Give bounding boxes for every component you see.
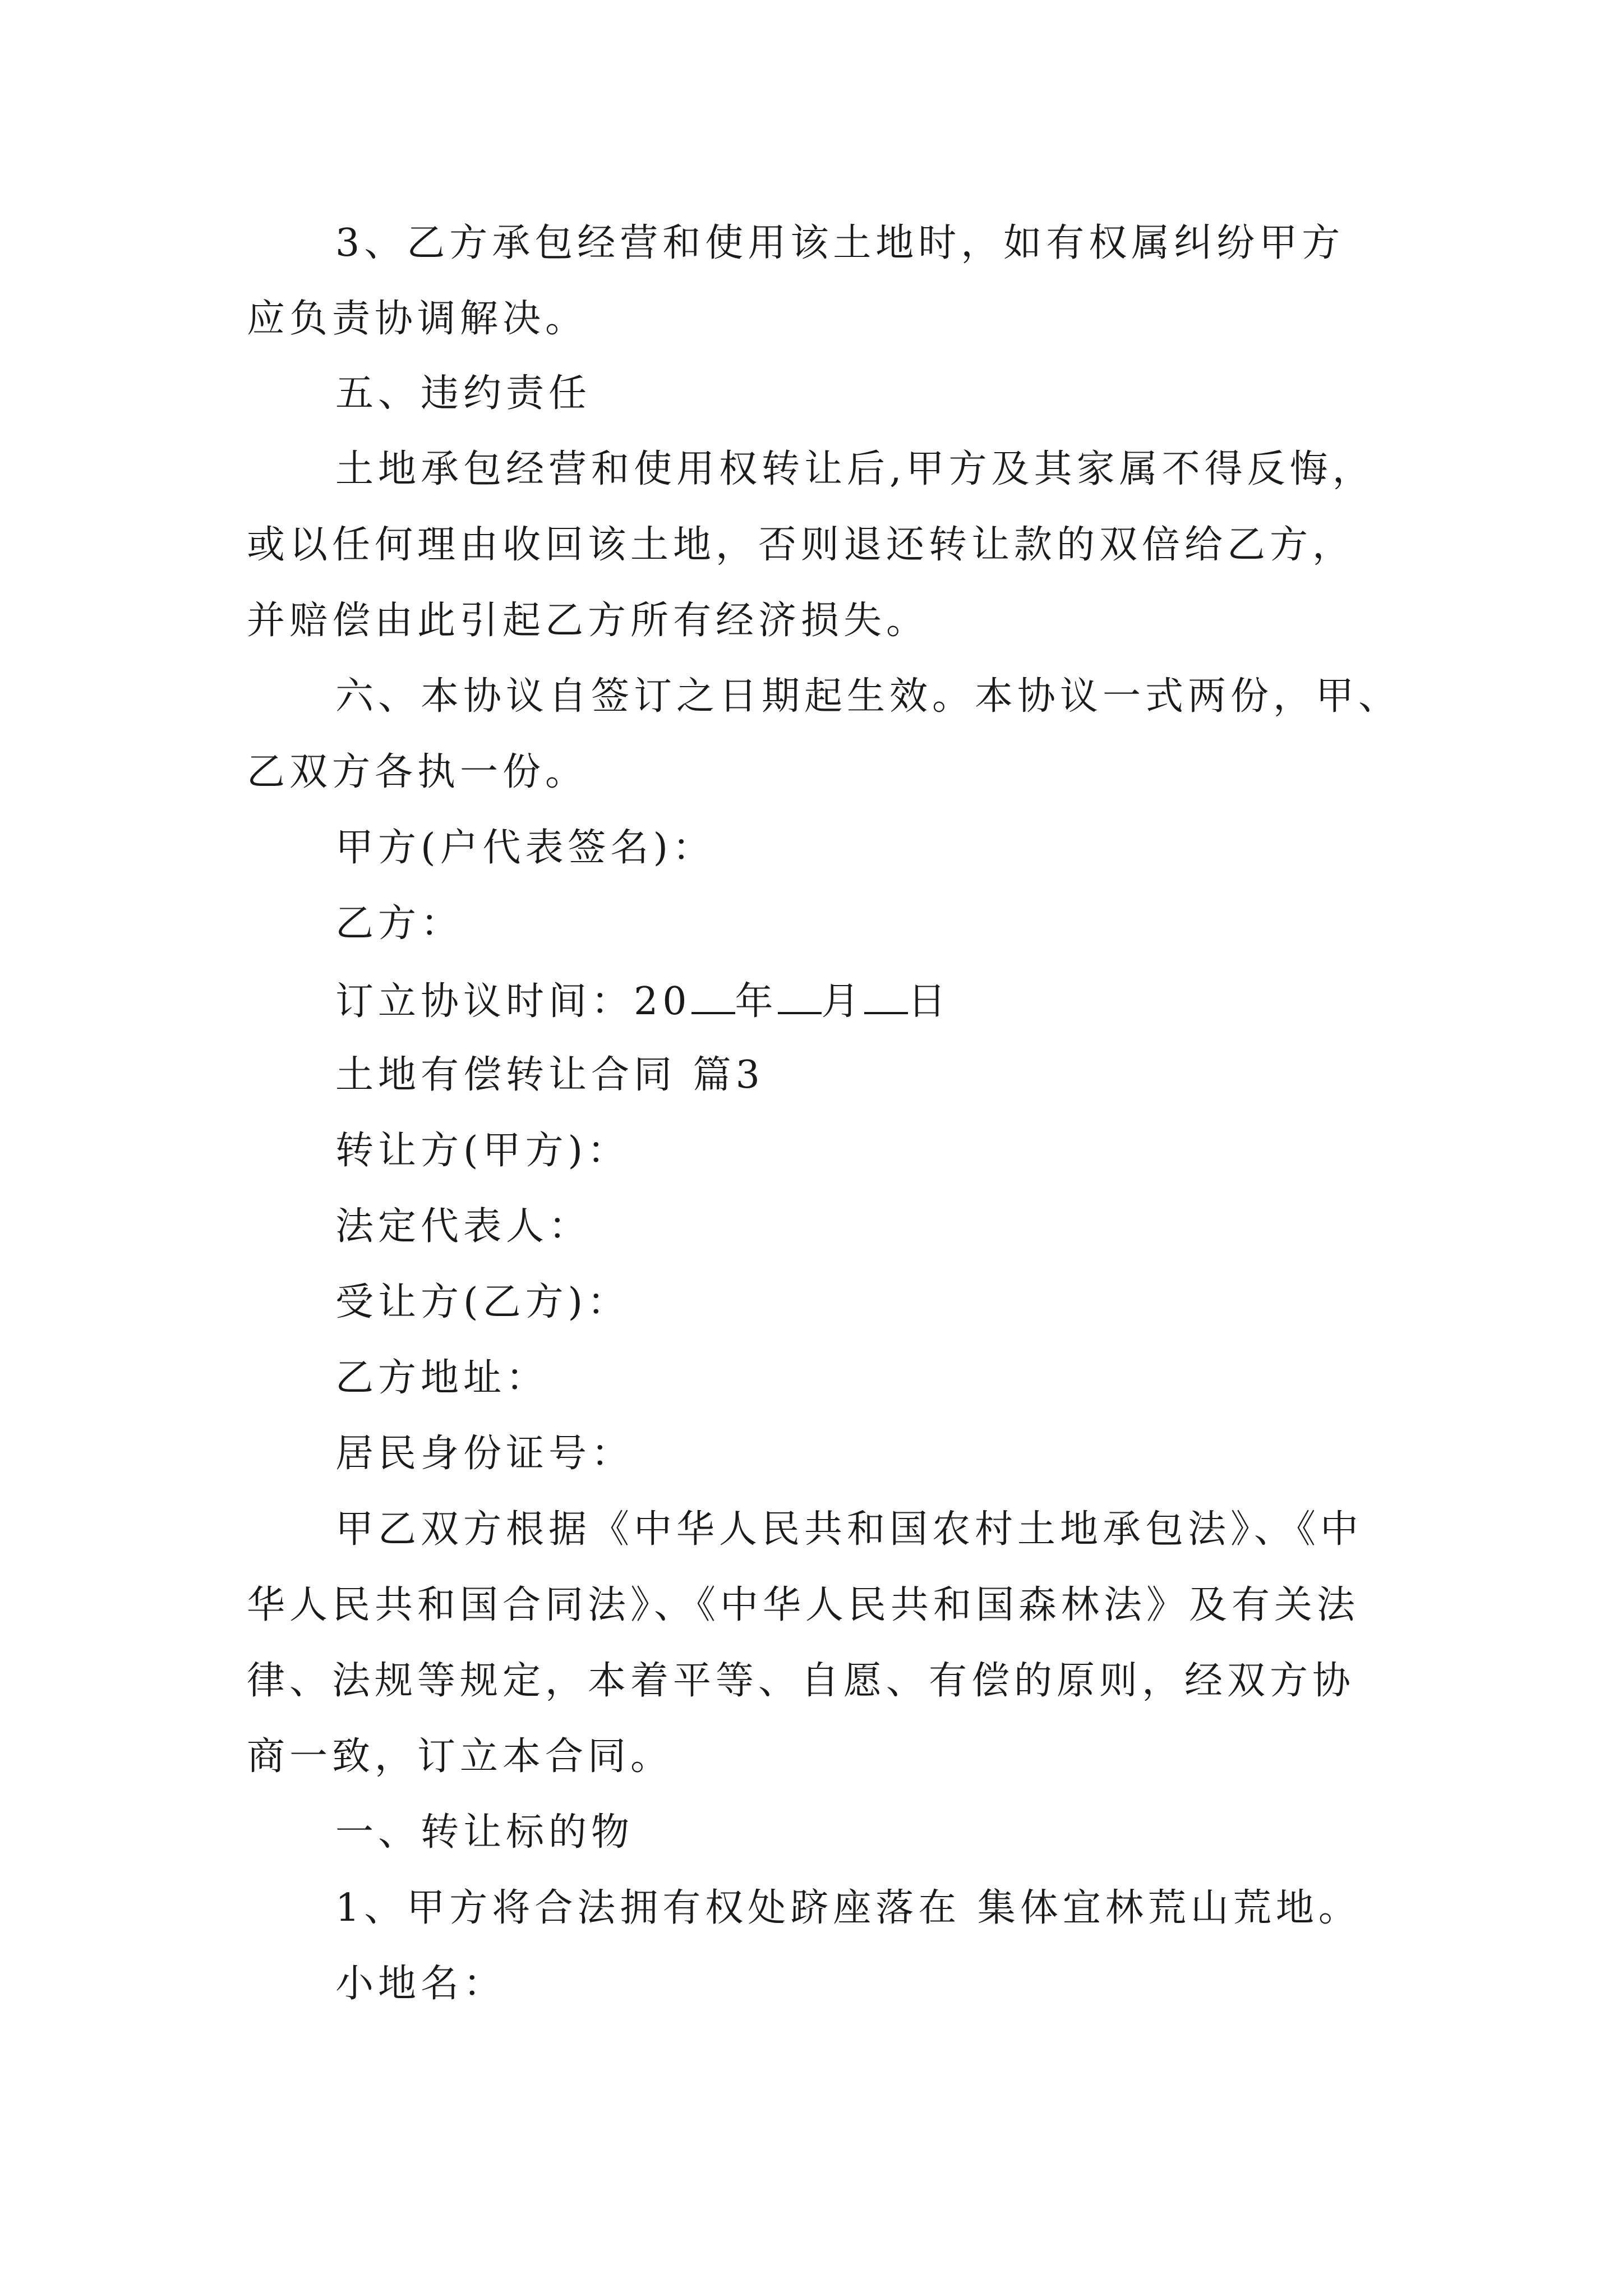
- paragraph-line: 或以任何理由收回该土地，否则退还转让款的双倍给乙方，: [247, 523, 1355, 567]
- year-blank: [691, 981, 735, 1014]
- field-transferor: 转让方(甲方)：: [335, 1129, 630, 1173]
- paragraph-line: 1、甲方将合法拥有权处跻座落在 集体宜林荒山荒地。: [335, 1886, 1361, 1930]
- section-heading: 五、违约责任: [335, 371, 592, 416]
- paragraph-line: 3、乙方承包经营和使用该土地时，如有权属纠纷甲方: [335, 221, 1345, 265]
- paragraph-line: 并赔偿由此引起乙方所有经济损失。: [247, 599, 929, 643]
- paragraph-line: 土地承包经营和使用权转让后,甲方及其家属不得反悔，: [335, 447, 1375, 491]
- field-transferee: 受让方(乙方)：: [335, 1280, 630, 1324]
- month-blank: [778, 981, 822, 1014]
- day-blank: [864, 981, 908, 1014]
- day-label: 日: [907, 979, 951, 1024]
- paragraph-line: 华人民共和国合同法》、《中华人民共和国森林法》及有关法: [247, 1583, 1360, 1627]
- paragraph-line: 六、本协议自签订之日期起生效。本协议一式两份，甲、: [335, 674, 1401, 719]
- signature-line-party-a: 甲方(户代表签名)：: [335, 826, 716, 870]
- paragraph-line: 律、法规等规定，本着平等、自愿、有偿的原则，经双方协: [247, 1659, 1355, 1703]
- paragraph-line: 乙双方各执一份。: [247, 750, 588, 794]
- field-id-number: 居民身份证号：: [335, 1432, 634, 1476]
- month-label: 月: [821, 979, 864, 1024]
- year-label: 年: [735, 979, 778, 1024]
- field-party-b-address: 乙方地址：: [335, 1356, 549, 1400]
- field-place-name: 小地名：: [335, 1962, 506, 2006]
- paragraph-line: 甲乙双方根据《中华人民共和国农村土地承包法》、《中: [335, 1507, 1363, 1552]
- date-prefix: 订立协议时间：20: [335, 979, 691, 1024]
- paragraph-line: 应负责协调解决。: [247, 297, 588, 341]
- date-line: [335, 979, 951, 1024]
- contract-title: 土地有偿转让合同 篇3: [335, 1053, 764, 1097]
- paragraph-line: 商一致，订立本合同。: [247, 1734, 674, 1779]
- section-heading: 一、转让标的物: [335, 1810, 634, 1855]
- field-legal-representative: 法定代表人：: [335, 1204, 592, 1249]
- signature-line-party-b: 乙方：: [335, 901, 464, 946]
